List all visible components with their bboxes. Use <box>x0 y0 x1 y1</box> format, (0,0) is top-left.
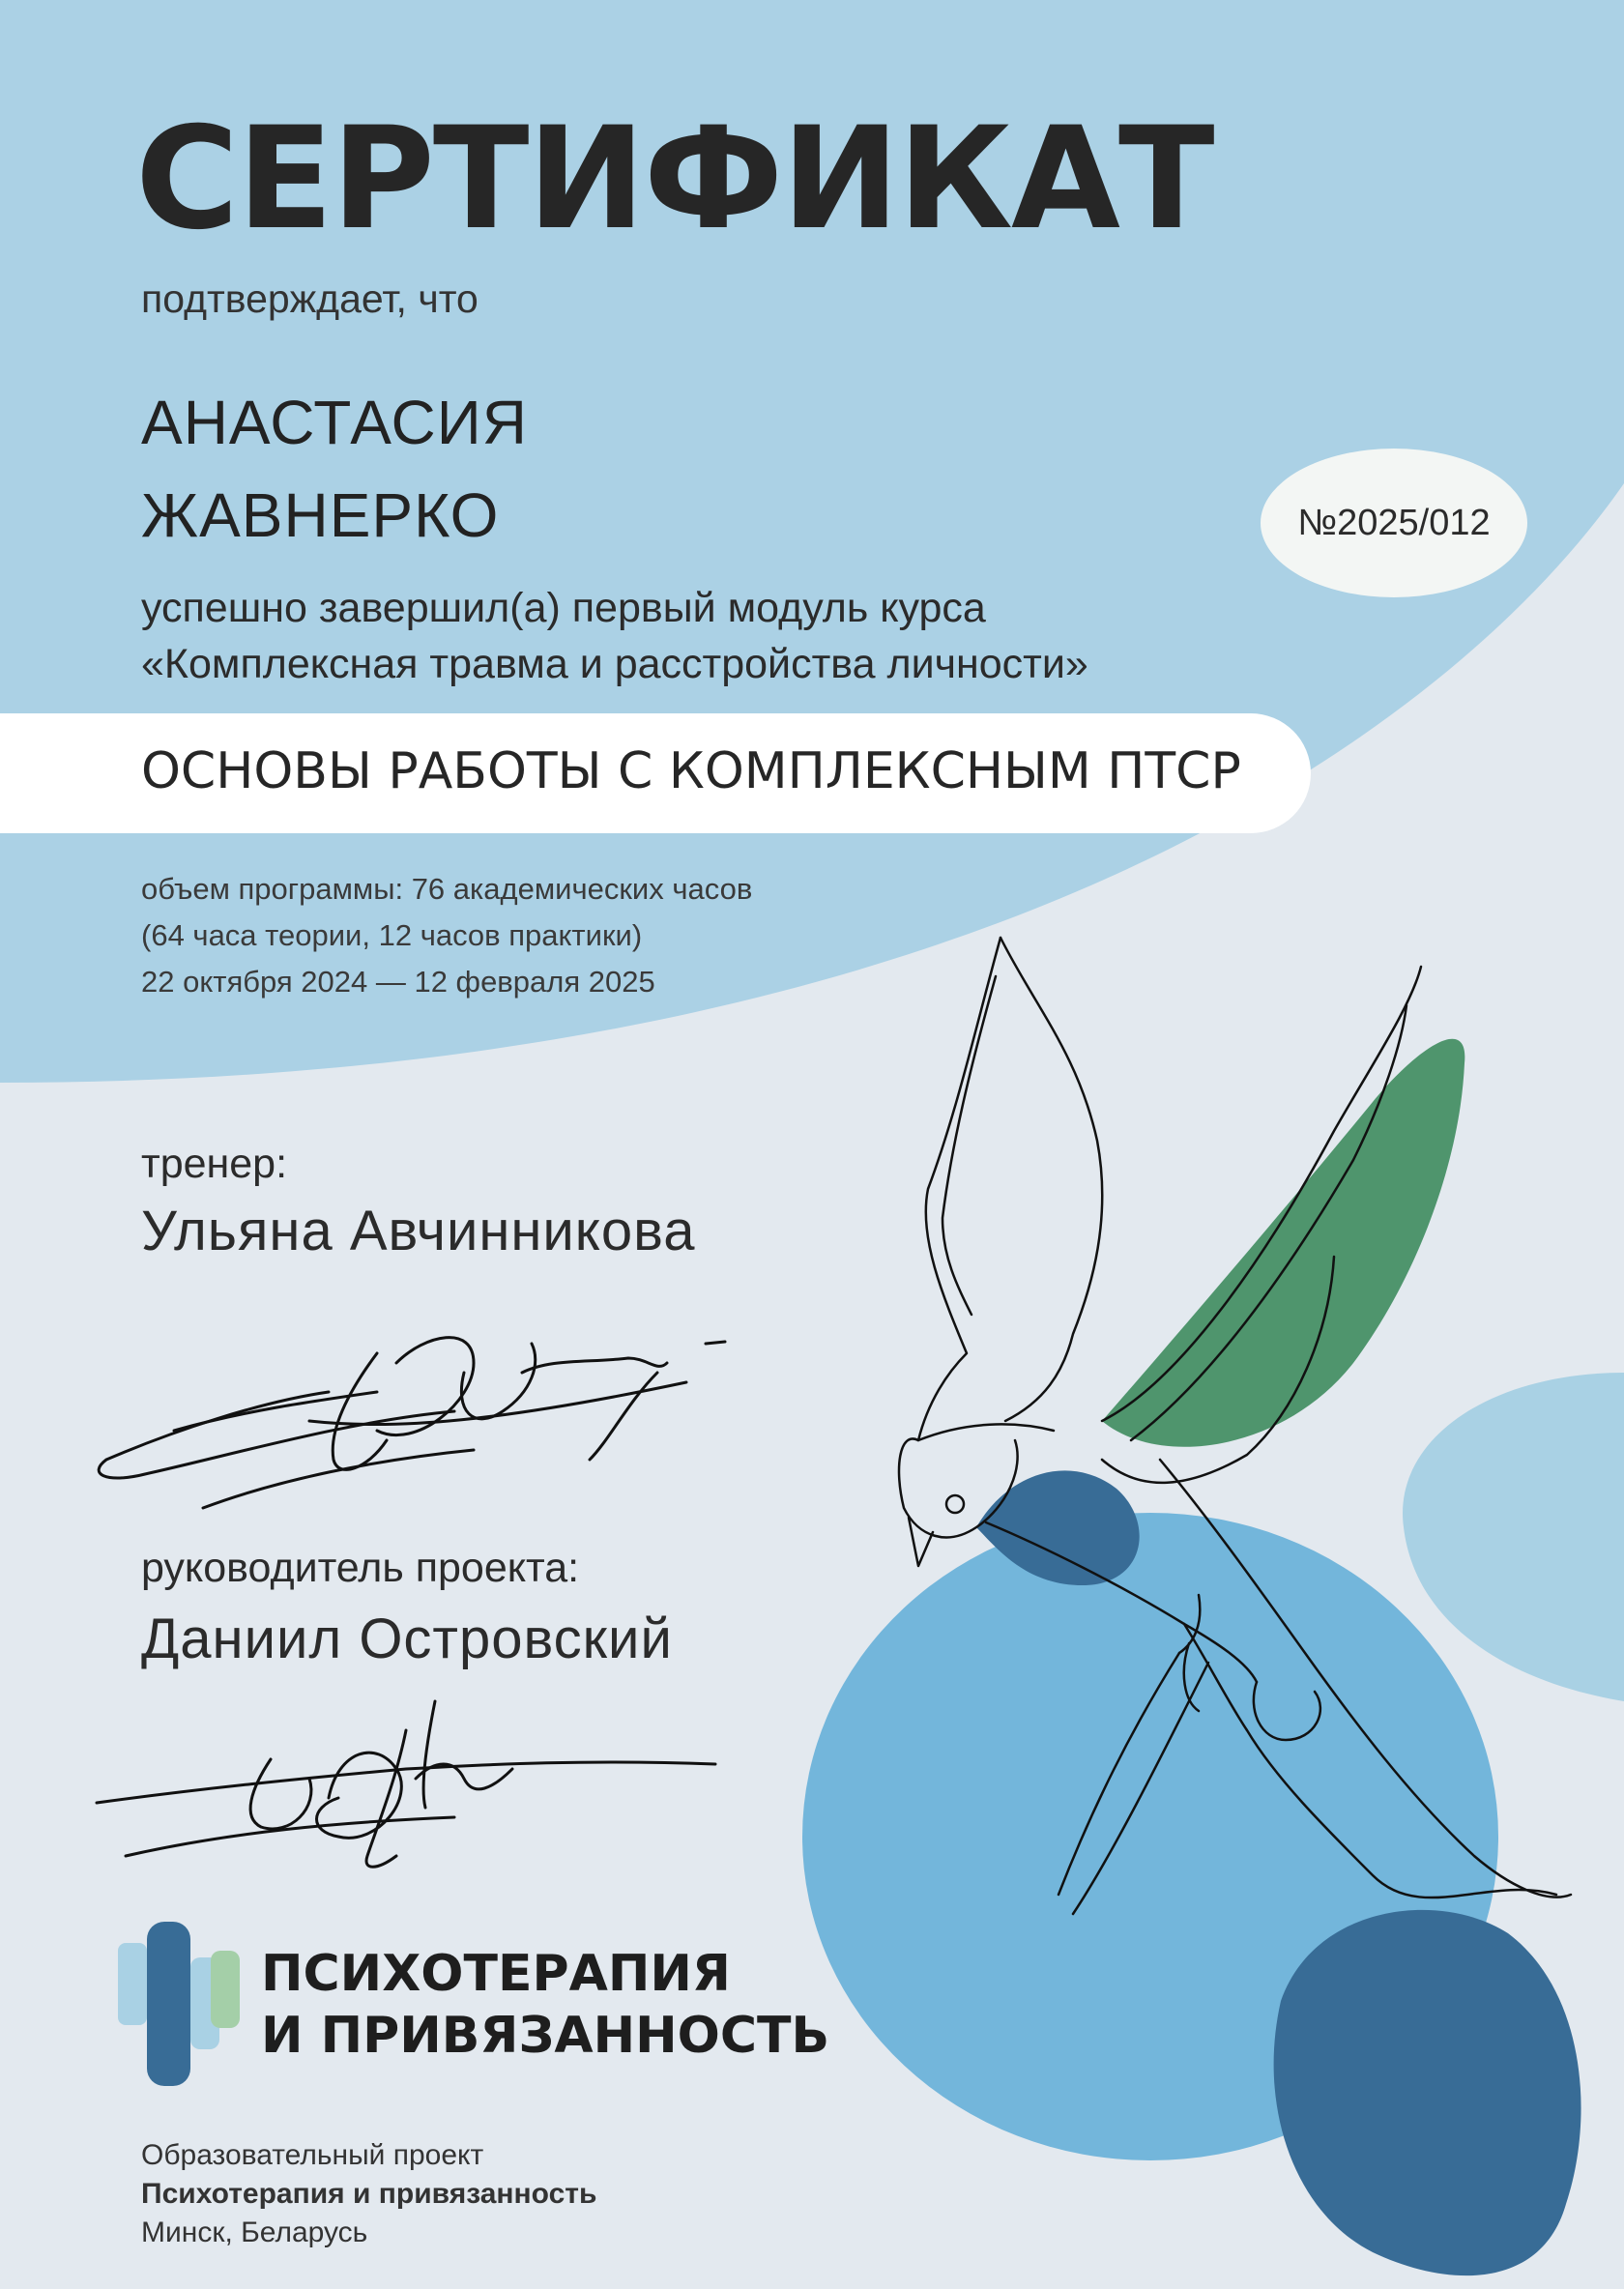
certificate-number: №2025/012 <box>1297 502 1491 543</box>
recipient-first-name: АНАСТАСИЯ <box>141 388 528 457</box>
completion-line-2: «Комплексная травма и расстройства личности» <box>141 641 1088 687</box>
certificate-title: СЕРТИФИКАТ <box>135 97 1213 261</box>
footer-info <box>141 2136 596 2252</box>
footer-line-3: Минск, Беларусь <box>141 2217 368 2248</box>
trainer-label: тренер: <box>141 1141 288 1187</box>
program-volume: объем программы: 76 академических часов <box>141 872 753 906</box>
recipient-last-name: ЖАВНЕРКО <box>141 480 500 550</box>
completion-line-1: успешно завершил(а) первый модуль курса <box>141 585 986 631</box>
logo-line-1: ПСИХОТЕРАПИЯ <box>261 1945 731 2003</box>
logo-line-2: И ПРИВЯЗАННОСТЬ <box>261 2007 830 2065</box>
project-lead-signature <box>87 1663 744 1895</box>
trainer-signature <box>87 1266 744 1537</box>
program-details <box>141 866 752 1005</box>
footer-project-name: Психотерапия и привязанность <box>141 2178 597 2210</box>
certificate-number-badge <box>1261 449 1527 597</box>
program-hours-breakdown: (64 часа теории, 12 часов практики) <box>141 918 643 952</box>
program-dates: 22 октября 2024 — 12 февраля 2025 <box>141 965 655 999</box>
project-lead-label: руководитель проекта: <box>141 1545 580 1591</box>
footer-line-1: Образовательный проект <box>141 2139 484 2171</box>
logo-wordmark <box>261 1943 829 2067</box>
trainer-name: Ульяна Авчинникова <box>141 1200 696 1262</box>
completion-text <box>141 580 1088 692</box>
module-title: ОСНОВЫ РАБОТЫ С КОМПЛЕКСНЫМ ПТСР <box>141 742 1241 800</box>
certificate-subtitle: подтверждает, что <box>141 276 478 321</box>
footer-line-2 <box>141 2175 596 2214</box>
project-lead-name: Даниил Островский <box>141 1608 673 1670</box>
